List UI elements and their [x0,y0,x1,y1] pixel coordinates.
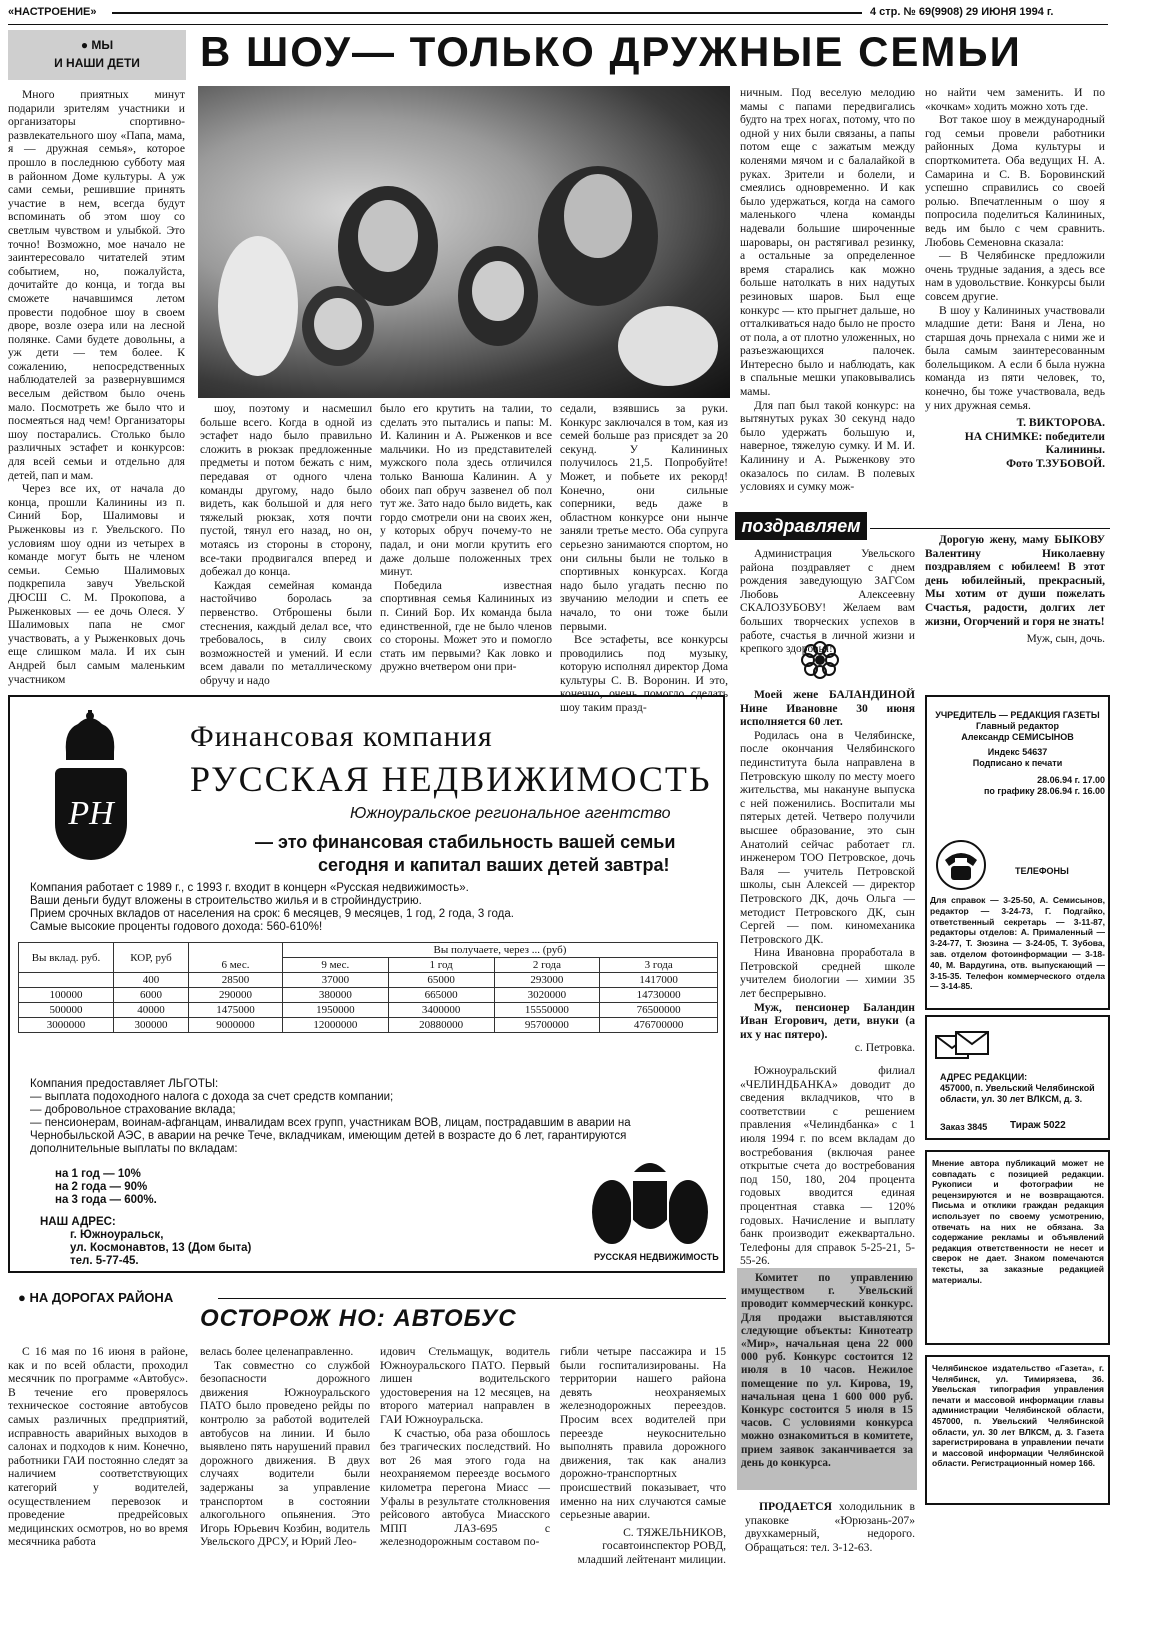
col-deposit-header: Вы вклад. руб. [19,943,114,973]
article1-col6: но найти чем заменить. И по «кочкам» ходить можно хоть где. Вот такое шоу в международный год семьи провели работники районных Дома культуры и спорткомитета. Оба ведущих Н. А. Самарина и С. В. Боровинский успешно справились со своей ролью. Впечатленным о шоу я попросила поделиться Калининых, ведь им было с чем сравнить. Любовь Семеновна сказала: — В Челябинске предложили очень трудные задания, а здесь все нам в удовольствие. Конкурсы были совсем другие. В шоу у Калининых участвовали младшие дети: Ваня и Лена, но старшая дочь прнехала с ними же и была самым заинтересованным болельщиком. А если б была нужна команда из пяти человек, то, конечно, бы тоже участвовала, ведь у них дружная семья. Т. ВИКТОРОВА. НА СНИМКЕ: победители Калинины. Фото Т.ЗУБОВОЙ. [925,86,1105,471]
rubric-line1: ● МЫ [80,38,114,52]
period-24-header: 2 года [494,958,600,973]
committee-box: Комитет по управлению имуществом г. Увельский проводит коммерческий конкурс. Для продажи выставляются следующие объекты: Кинотеатр «Мир», начальная цена 22 000 000 руб. Конкурс состоится 12 июля в 10 часов. Нежилое помещение по ул. Кирова, 19, начальная цена 1 600 000 руб. Конкурс состоится 5 июля в 15 часов. С условиями конкурса можно ознакомиться в комитете, прием заявок заканчивается за день до конкурса. [737,1268,917,1490]
telephone-icon [935,840,987,890]
road-sign2: госавтоинспектор РОВД, младший лейтенант милиции. [577,1539,726,1566]
table-cell [19,973,114,988]
congrats-banner: поздравляем [735,512,867,540]
road-rubric: ● НА ДОРОГАХ РАЙОНА [18,1290,174,1305]
table-cell: 12000000 [282,1018,388,1033]
rn-shield-logo: РН [55,768,127,860]
flower-icon [800,640,840,680]
article1-col3: было его крутить на талии, то сделать это пытались и папы: М. И. Калинин и А. Рыженков и все мальчики. Но из представителей мужского пола здесь отличился только Ванюша Калинин. А у обоих пап обруч зазвенел об пол тут же. Зато надо было видеть, как гордо смотрели они на своих жен, у которых обруч почему-то не падал, и они могли крутить его даже дольше положенных трех минут. Победила известная спортивная семья Калининых из п. Синий Бор. Их команда была единственной, где не было членов со стороны. Может это и помогло стать им первыми? Как ловко и дружно вчетвером они при- [380,402,552,674]
table-cell: 290000 [189,988,283,1003]
road-col1: С 16 мая по 16 июня в районе, как и по всей области, проходил месячник по программе «Автобус». В течение его проверялось техническое состояние автобусов самых различных предприятий, исправность аварийных выходов в салонах и подходов к ним. Конечно, работники ГАИ постоянно следят за наличием соответствующих категорий у водителей, осуществлением перевозок и проведение предрейсовых медицинских осмотров, но во время месячника работа [8,1345,188,1549]
table-cell: 95700000 [494,1018,600,1033]
wife-greeting: Моей жене БАЛАНДИНОЙ Нине Ивановне 30 июня исполняется 60 лет. Родилась она в Челябинске, после окончания Челябинского пединститута была направлена в Петровскую школу по месту моего жительства, мы накануне выпуска с ней поженились. Воспитали мы пятерых детей. Четверо получили высшее образование, это сын Анатолий сейчас работает гл. инженером ТОО Петровское, дочь Валя — учитель Петровской школы, сын Алексей — директор Петровского ДК, дочь Ольга — методист Петровского ДК, сын Сергей — пом. киномеханика Петровского ДК. Нина Ивановна проработала в Петровской средней школе учителем биологии — химии 35 лет беспрерывно. Муж, пенсионер Баландин Иван Егорович, дети, внуки (а их у нас пятеро). с. Петровка. [740,688,915,1055]
phones-title: ТЕЛЕФОНЫ [1015,866,1069,876]
congrats-left: Администрация Увельского района поздравляет с днем рождения заведующую ЗАГСом Любовь Алексеевну СКАЛОЗУБОВУ! Желаем вам больших творческих успехов в работе, счастья в личной жизни и крепкого здоровья! [740,548,915,656]
article1-col5: ничным. Под веселую мелодию мамы с папами передвигались будто на трех ногах, потому, что по одной у них были связаны, а папы потом еще с зажатым между коленями мячом и с балалайкой в руках. Зрители и болели, и смеялись одновременно. И как было удержаться, когда на самого маленького члена команды надевали большие широченные шаровары, он растягивал резинку, а остальные за определенное время старались как можно больше натолкать в них надутых резиновых шаров. Был еще конкурс — кто прыгнет дальше, но отталкиваться надо было не просто от пола, а от плотно уложенных, но разъезжающихся палочек. Интересно было и наблюдать, как в спальные мешки упаковывались мамы. Для пап был такой конкурс: на вытянутых руках 30 секунд надо было удержать большую и, наверное, тяжелую сумку. И М. И. Калинину и А. Рыженкову это оказалось по силам. В полевых условиях и сумку мож- [740,86,915,494]
table-row [19,988,718,1003]
ad-subtitle: Южноуральское региональное агентство [350,805,671,822]
bears-emblem [590,1150,710,1250]
rubric-box [8,30,186,80]
header-bottom-rule [8,24,1108,25]
table-cell: 3000000 [19,1018,114,1033]
printer-info: Челябинское издательство «Газета», г. Челябинск, ул. Тимирязева, 36. Увельская типография управления печати и массовой информации главы администрации Челябинской области, 457000, п. Увельский Челябинской области, ул. 30 лет ВЛКСМ, д. 3. Газета зарегистрирована в управлении печати и массовой информации Челябинской области. Регистрационный номер 166. [932,1363,1104,1469]
table-cell: 300000 [114,1018,189,1033]
table-cell: 1417000 [600,973,718,988]
benefits: Компания предоставляет ЛЬГОТЫ: — выплата подоходного налога с дохода за счет средств компании; — добровольное страхование вклада; — пенсионерам, воинам-афганцам, инвалидам всех групп, участникам ВОВ, лицам, пострадавшим в аварии на Чернобыльской АЭС, в аварии на речке Тече, вкладчикам, имеющим детей в возрасте до 6 лет, гарантируются дополнительные выплаты по вкладам: [30,1078,631,1155]
period-6-header: 6 мес. [189,943,283,973]
page-headline: В ШОУ— ТОЛЬКО ДРУЖНЫЕ СЕМЬИ [200,28,1022,75]
table-cell: 40000 [114,1003,189,1018]
editorial-notice: Мнение автора публикаций может не совпадать с позицией редакции. Рукописи и фотографии не рецензируются и не возвращаются. Письма и отклики граждан редакция использует по своему усмотрению, отвечать на них не обязана. За содержание рекламы и объявлений редакция ответственности не несет и сверок не дает. Знаком помечаются тексты, за заказные редакцией материалы. [932,1158,1104,1285]
article1-col1: Много приятных минут подарили зрителям участники и организаторы спортивно-развлекательного шоу «Папа, мама, я — дружная семья», которое прошло в последнюю субботу мая в районном Доме культуры. А уж сами семьи, решившие принять участие в нем, всегда будут вспоминать об этом шоу со светлым чувством и улыбкой. Это точно! Возможно, мое начало не заинтересовало читателей этим событием, но, пожалуйста, дочитайте до конца, и тогда вы сможете начавшимся летом провести подобное шоу в своем дворе, возле озера или на лесной полянке. Сами будете довольны, а уж дети — тем более. К сожалению, непосредственных наблюдателей за развернувшимся веселым действом было очень мало. Посмотреть же было что и посмеяться над чем! Организаторы шоу постарались. Столько было различных эстафет и конкурсов: для всей семьи и отдельно для детей, пап и мам. Через все их, от начала до конца, прошли Калинины из п. Синий Бор, Шалимовы и Рыженковы из г. Увельского. По условиям шоу одни из четырех в команде могут быть не членом семьи. Семью Шалимовых подкрепила завуч Увельской ДЮСШ С. М. Прокопова, а Рыженковых — ее дочь Олеся. У Шалимовых папа не смог участвовать, а у Рыженковых дочь еще слишком мала. И их сын Андрей был самым маленьким участником [8,88,185,686]
congrats-right-sign: Муж, сын, дочь. [1026,633,1105,646]
table-cell: 380000 [282,988,388,1003]
road-headline: ОСТОРОЖ НО: АВТОБУС [200,1305,517,1332]
period-12-header: 1 год [388,958,494,973]
table-cell: 400 [114,973,189,988]
phones-list: Для справок — 3-25-50, А. Семисынов, редактор — 3-24-73, Г. Подгайко, ответственный секретарь — 3-11-87, редакторы отделов: А. Прималенный — 3-24-77, Т. Зюзина — 3-24-05, Т. Зубова, зав. отделом фотоинформации — 3-18-40, М. Вардугина, отв. выпускающий — 3-15-35. Телефон коммерческого отдела — 3-14-85. [930,895,1105,992]
author-sign: Т. ВИКТОРОВА. [1016,416,1105,430]
table-cell: 665000 [388,988,494,1003]
table-row [19,1018,718,1033]
issue-info: 4 стр. № 69(9908) 29 ИЮНЯ 1994 г. [870,6,1054,18]
ad-title2: РУССКАЯ НЕДВИЖИМОСТЬ [190,759,712,799]
order-number: Заказ 3845 [940,1122,988,1132]
period-36-header: 3 года [600,958,718,973]
table-cell: 20880000 [388,1018,494,1033]
print-run: Тираж 5022 [1010,1120,1066,1131]
bank-notice: Южноуральский филиал «ЧЕЛИНДБАНКА» доводит до сведения вкладчиков, что в соответствии с решением правления «Челиндбанка» с 1 июля 1994 г. по всем вкладам до востребования (включая ранее открытые счета до востребования под 150, 180, 204 процента годовых вводится единая процентная ставка — 120% годовых. Начисление и выплату банк производит ежеквартально. Телефоны для справок 5-25-21, 5-55-26. [740,1064,915,1268]
header-rule [112,12,862,14]
col-kor-header: КОР, руб [114,943,189,973]
table-cell: 1950000 [282,1003,388,1018]
bears-caption: РУССКАЯ НЕДВИЖИМОСТЬ [594,1252,719,1262]
ad-info: Компания работает с 1989 г., с 1993 г. входит в концерн «Русская недвижимость». Ваши деньги будут вложены в строительство жилья и в стройиндустрию. Прием срочных вкладов от населения на срок: 6 месяцев, 9 месяцев, 1 год, 2 года, 3 года. Самые высокие проценты годового дохода: 560-610%! [30,882,514,933]
table-cell: 476700000 [600,1018,718,1033]
table-cell: 3020000 [494,988,600,1003]
receive-header: Вы получаете, через ... (руб) [282,943,717,958]
road-sign: С. ТЯЖЕЛЬНИКОВ, [623,1525,726,1539]
family-photo [198,86,730,398]
table-cell: 100000 [19,988,114,1003]
ad-slogan2: сегодня и капитал ваших детей завтра! [318,855,670,875]
table-cell: 3400000 [388,1003,494,1018]
table-row [19,1003,718,1018]
bullet-icon: ● [80,38,92,52]
road-rubric-rule [218,1298,726,1299]
section-label: «НАСТРОЕНИЕ» [8,6,97,18]
photo-credit: Фото Т.ЗУБОВОЙ. [1006,457,1105,471]
road-col3: идович Стельмащук, водитель Южноуральского ПАТО. Первый лишен водительского удостоверения на 12 месяцев, на второго материал направлен в ГАИ Южноуральска. К счастью, оба раза обошлось без трагических последствий. Но вот 26 мая этого года на неохраняемом переезде восьмого километра перегона Миасс — Уфалы в результате столкновения рейсового автобуса Миасского МПП ЛАЗ-695 с железнодорожным составом по- [380,1345,550,1549]
table-cell: 65000 [388,973,494,988]
congrats-rule [870,528,1110,529]
table-row [19,973,718,988]
table-cell: 37000 [282,973,388,988]
table-cell: 76500000 [600,1003,718,1018]
table-cell: 1475000 [189,1003,283,1018]
ad-address: НАШ АДРЕС: г. Южноуральск, ул. Космонавтов, 13 (Дом быта) тел. 5-77-45. [40,1216,252,1267]
bonus-list: на 1 год — 10% на 2 года — 90% на 3 года — 600%. [55,1168,157,1206]
photo-caption: НА СНИМКЕ: победители Калинины. [964,429,1105,457]
period-9-header: 9 мес. [282,958,388,973]
envelope-icon [935,1030,990,1062]
crown-icon [60,710,120,765]
editorial-address: АДРЕС РЕДАКЦИИ: 457000, п. Увельский Челябинской области, ул. 30 лет ВЛКСМ, д. 3. [940,1072,1095,1104]
imprint-header: УЧРЕДИТЕЛЬ — РЕДАКЦИЯ ГАЗЕТЫ Главный редактор Александр СЕМИСЫНОВ Индекс 54637 Подписано к печати 28.06.94 г. 17.00 по графику 28.06.94 г. 16.00 [935,710,1105,796]
road-col2: велась более целенаправленно. Так совместно со службой безопасности дорожного движения Южноуральского ПАТО было проведено рейды по контролю за работой водителей автобусов на линии. И было выявлено пять нарушений правил дорожного движения. В двух случаях водители были задержаны за управление транспортом в состоянии алкогольного опьянения. Это Игорь Юрьевич Козбин, водитель Увельского ДРСУ, и Юрий Лео- [200,1345,370,1549]
table-cell: 28500 [189,973,283,988]
table-cell: 293000 [494,973,600,988]
table-cell: 6000 [114,988,189,1003]
bullet-icon: ● [18,1290,30,1305]
rubric-line2: И НАШИ ДЕТИ [54,56,140,70]
table-cell: 9000000 [189,1018,283,1033]
article1-col4: седали, взявшись за руки. Конкурс заключался в том, кая из семей больше раз присядет за 20 секунд. У Калининых получилось 21,5. Попробуйте! Может, и побьете их рекорд! Конечно, они сильные соперники, ведь даже в областном конкурсе они нынче заняли третье место. Оба супруга серьезно занимаются спортом, но они сильны были не только в спортивных конкурсах. Когда надо было угадать песню по звучанию мелодии и спеть ее начало, то они тоже были первыми. Все эстафеты, все конкурсы проводились под музыку, которую исполнял директор Дома культуры С. В. Воронин. И это, конечно, очень помогло сделать шоу таким празд- [560,402,728,715]
wife-place: с. Петровка. [854,1041,915,1055]
congrats-right: Дорогую жену, маму БЫКОВУ Валентину Николаевну поздравляем с юбилеем! В этот день юбилейный, прекрасный, Мы хотим от души пожелать Счастья, радости, долгих лет жизни, Огорчений и горя не знать! Муж, сын, дочь. [925,534,1105,646]
deposit-table [18,942,718,1033]
ad-title1: Финансовая компания [190,720,493,753]
sale-notice: ПРОДАЕТСЯ холодильник в упаковке «Юрюзань-207» двухкамерный, недорого. Обращаться: тел. 3-12-63. [745,1500,915,1554]
table-cell: 500000 [19,1003,114,1018]
table-cell: 14730000 [600,988,718,1003]
table-cell: 15550000 [494,1003,600,1018]
road-col4: гибли четыре пассажира и 15 были госпитализированы. На территории нашего района девять неохраняемых железнодорожных переездов. Просим всех водителей при переезде неукоснительно выполнять правила дорожного движения, так как анализ дорожно-транспортных происшествий показывает, что именно на них случаются самые серьезные аварии. С. ТЯЖЕЛЬНИКОВ, госавтоинспектор РОВД, младший лейтенант милиции. [560,1345,726,1566]
ad-slogan1: — это финансовая стабильность вашей семьи [255,832,676,852]
family-photo-figures [198,86,730,398]
article1-col2: шоу, поэтому и насмешил больше всего. Когда в одной из эстафет надо было правильно сложить в рюкзак предложенные предметы и потом бежать с ним, передавая от одного члена команды другому, надо было видеть, как большой и для него тяжелый рюкзак, хотя почти пустой, тянул его назад, но он, мотаясь из стороны в сторону, все-таки продвигался вперед и добежал до конца. Каждая семейная команда настойчиво боролась за первенство. Отброшены были стеснения, каждый делал все, что требовалось, в силу своих возможностей и умений. И если всем давали по металлическому обручу и надо [200,402,372,687]
